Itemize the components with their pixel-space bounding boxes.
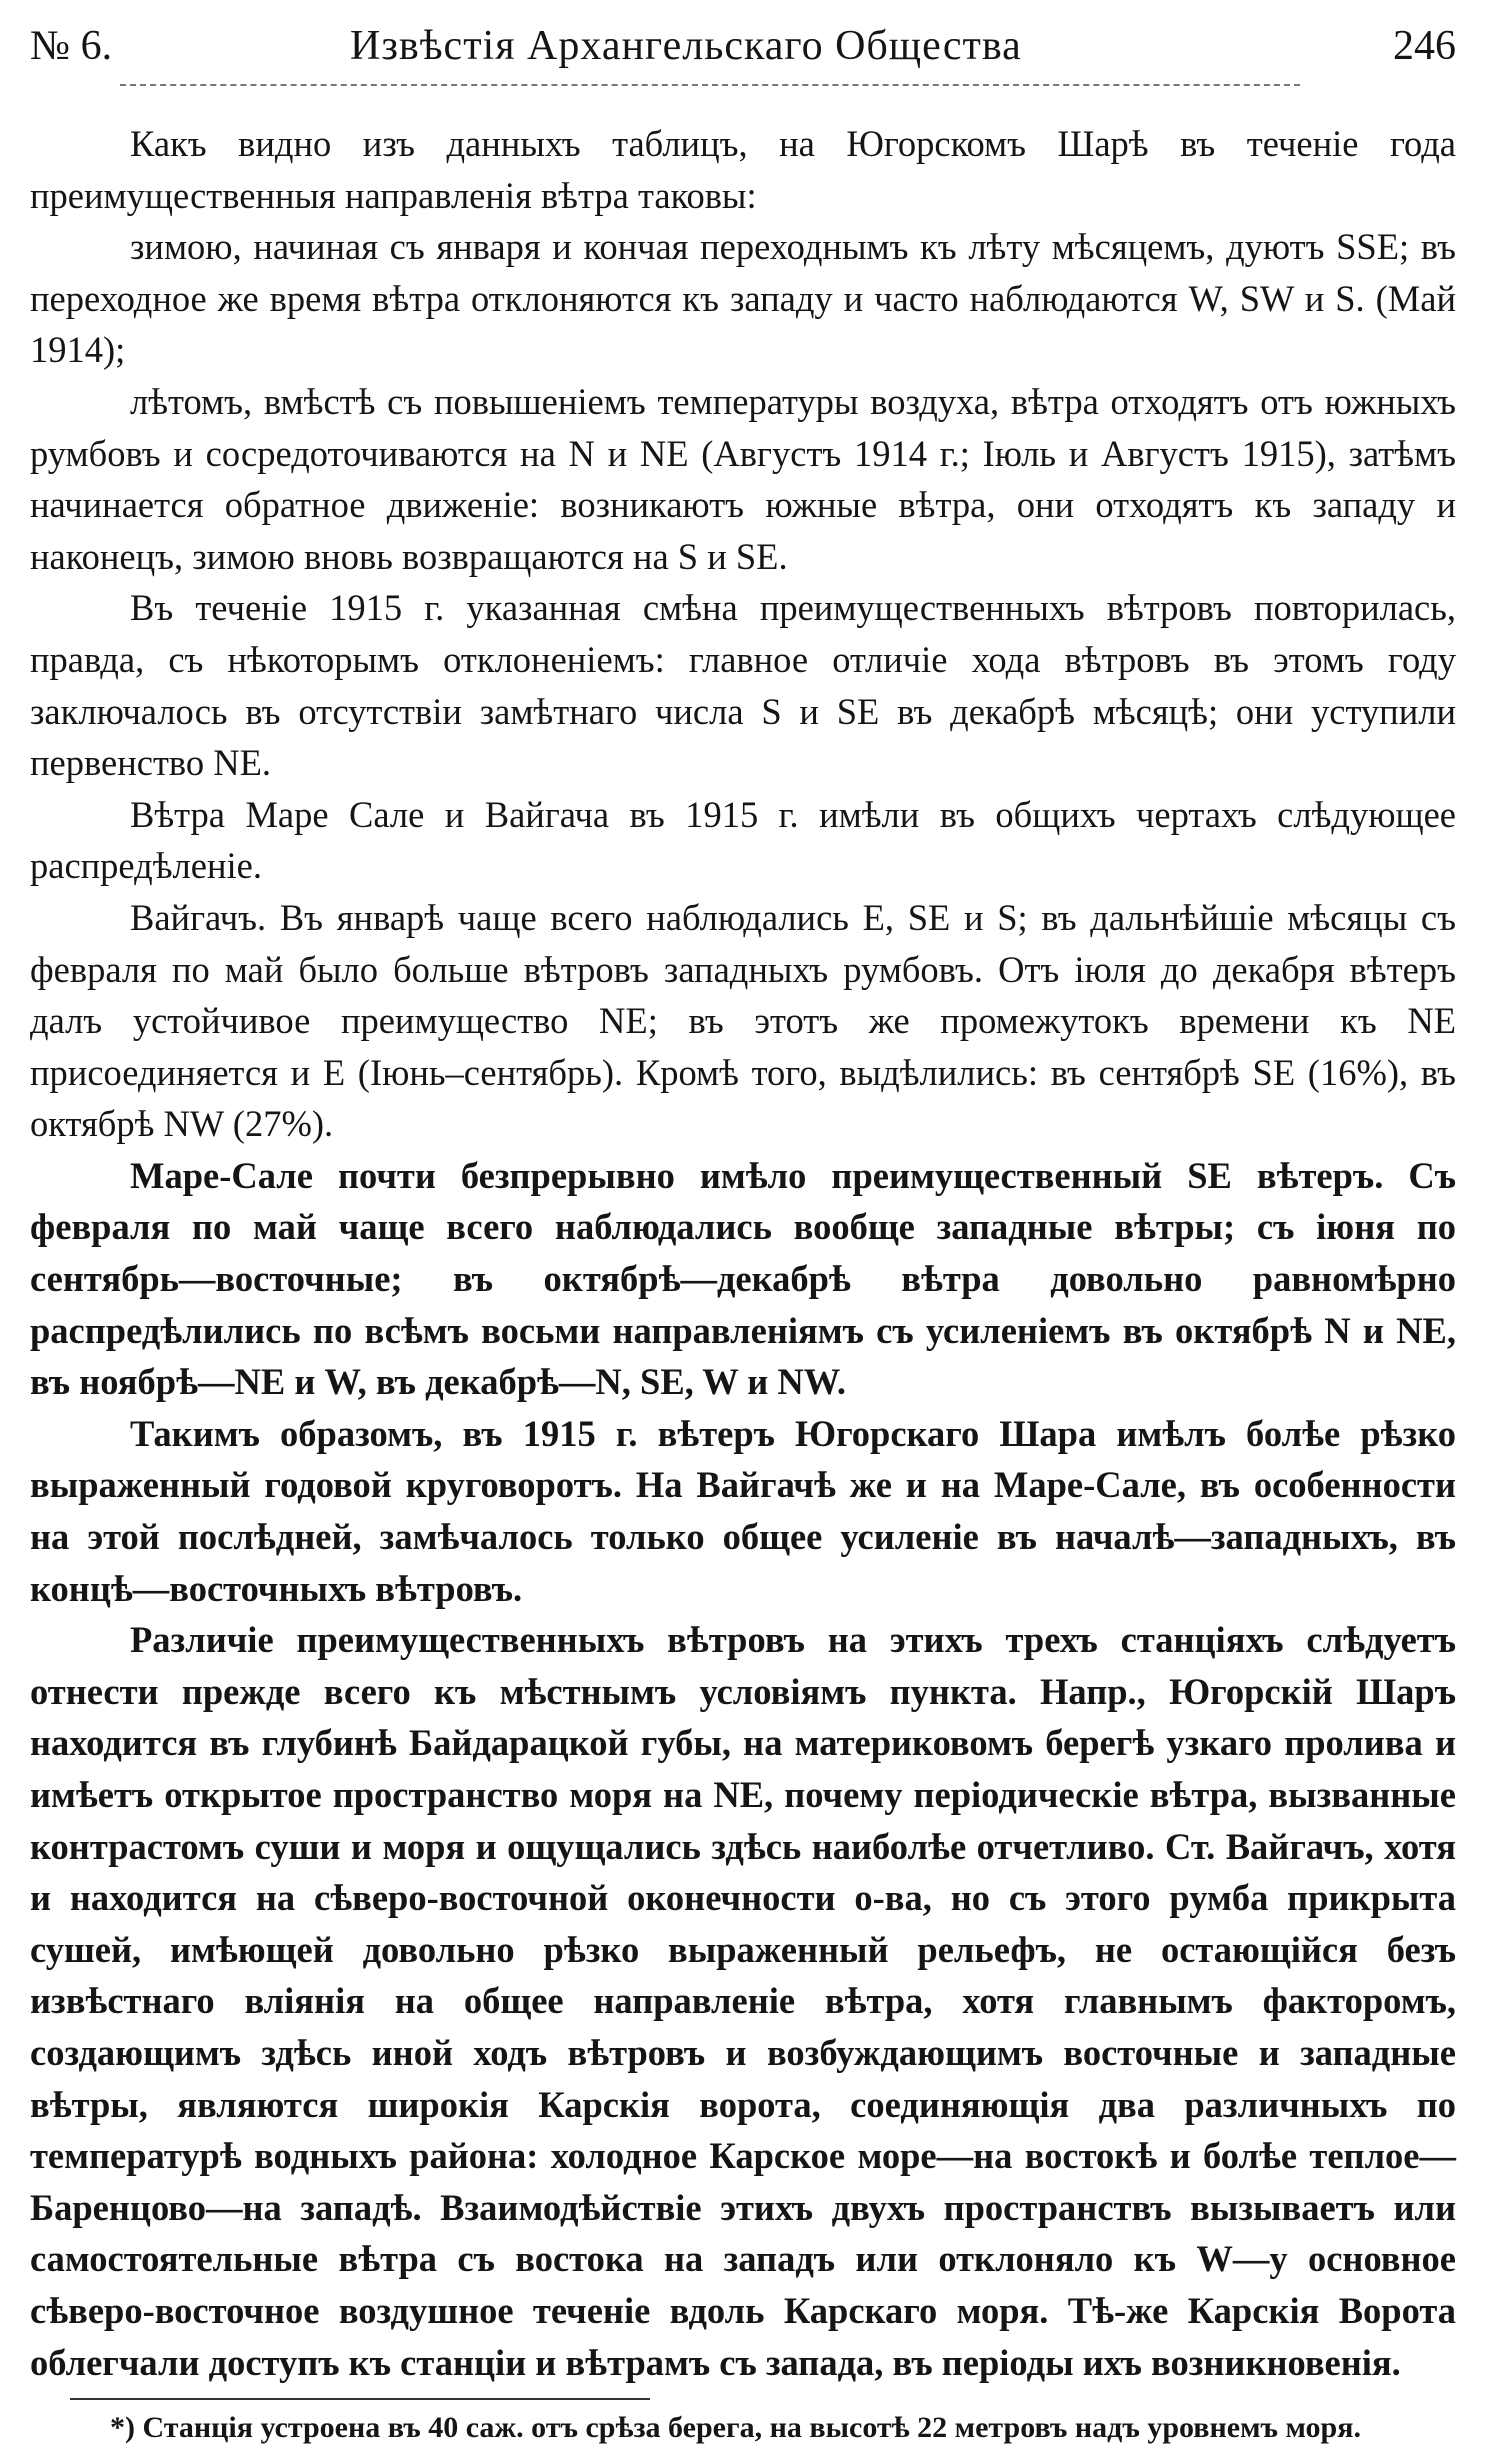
- document-page: [30, 22, 1456, 2445]
- page-header: [30, 22, 1456, 70]
- page-number: 246: [1393, 23, 1456, 69]
- paragraph-mare-sale-vaygach: Вѣтра Маре Сале и Вайгача въ 1915 г. имѣли въ общихъ чертахъ слѣдующее распредѣленіе.: [30, 793, 1456, 887]
- paragraph-1915: Въ теченіе 1915 г. указанная смѣна преимущественныхъ вѣтровъ повторилась, правда, съ нѣкоторымъ отклоненіемъ: главное отличіе хода вѣтровъ въ этомъ году заключалось въ отсутствіи замѣтнаго числа S и SE въ декабрѣ мѣсяцѣ; они уступили первенство NE.: [30, 587, 1456, 784]
- journal-title: Извѣстія Архангельскаго Общества: [350, 23, 1022, 69]
- paragraph-differences: Различіе преимущественныхъ вѣтровъ на этихъ трехъ станціяхъ слѣдуетъ отнести прежде всего къ мѣстнымъ условіямъ пункта. Напр., Югорскій Шаръ находится въ глубинѣ Байдарацкой губы, на материковомъ берегѣ узкаго пролива и имѣетъ открытое пространство моря на NE, почему періодическіе вѣтра, вызванные контрастомъ суши и моря и ощущались здѣсь наиболѣе отчетливо. Ст. Вайгачъ, хотя и находится на сѣверо-восточной оконечности о-ва, но съ этого румба прикрыта сушей, имѣющей довольно рѣзко выраженный рельефъ, не остающійся безъ извѣстнаго вліянія на общее направленіе вѣтра, хотя главнымъ факторомъ, создающимъ здѣсь иной ходъ вѣтровъ и возбуждающимъ восточные и западные вѣтры, являются широкія Карскія ворота, соединяющія два различныхъ по температурѣ водныхъ района: холодное Карское море—на востокѣ и болѣе теплое—Баренцово—на западѣ. Взаимодѣйствіе этихъ двухъ пространствъ вызываетъ или самостоятельные вѣтра съ востока на западъ или отклоняло къ W—у основное сѣверо-восточное воздушное теченіе вдоль Карскаго моря. Тѣ-же Карскія Ворота облегчали доступъ къ станціи и вѣтрамъ съ запада, въ періоды ихъ возникновенія.: [30, 1619, 1456, 2383]
- paragraph-mare-sale: Маре-Сале почти безпрерывно имѣло преимущественный SE вѣтеръ. Съ февраля по май чаще всего наблюдались вообще западные вѣтры; съ іюня по сентябрь—восточные; въ октябрѣ—декабрѣ вѣтра довольно равномѣрно распредѣлились по всѣмъ восьми направленіямъ съ усиленіемъ въ октябрѣ N и NE, въ ноябрѣ—NE и W, въ декабрѣ—N, SE, W и NW.: [30, 1154, 1456, 1403]
- paragraph-summer: лѣтомъ, вмѣстѣ съ повышеніемъ температуры воздуха, вѣтра отходятъ отъ южныхъ румбовъ и сосредоточиваются на N и NE (Августъ 1914 г.; Іюль и Августъ 1915), затѣмъ начинается обратное движеніе: возникаютъ южные вѣтра, они отходятъ къ западу и наконецъ, зимою вновь возвращаются на S и SE.: [30, 380, 1456, 577]
- paragraph-intro: Какъ видно изъ данныхъ таблицъ, на Югорскомъ Шарѣ въ теченіе года преимущественныя направленія вѣтра таковы:: [30, 123, 1456, 216]
- header-rule: [120, 84, 1300, 86]
- footnote: *) Станція устроена въ 40 саж. отъ срѣза берега, на высотѣ 22 метровъ надъ уровнемъ моря.: [110, 2411, 1361, 2445]
- issue-number: № 6.: [30, 23, 113, 69]
- paragraph-conclusion: Такимъ образомъ, въ 1915 г. вѣтеръ Югорскаго Шара имѣлъ болѣе рѣзко выраженный годовой круговоротъ. На Вайгачѣ же и на Маре-Сале, въ особенности на этой послѣдней, замѣчалось только общее усиленіе въ началѣ—западныхъ, въ концѣ—восточныхъ вѣтровъ.: [30, 1412, 1456, 1609]
- article-body: [30, 118, 1456, 2388]
- paragraph-winter: зимою, начиная съ января и кончая переходнымъ къ лѣту мѣсяцемъ, дуютъ SSE; въ переходное же время вѣтра отклоняются къ западу и часто наблюдаются W, SW и S. (Май 1914);: [30, 226, 1456, 371]
- footnote-rule: [70, 2398, 650, 2400]
- paragraph-vaygach: Вайгачъ. Въ январѣ чаще всего наблюдались E, SE и S; въ дальнѣйшіе мѣсяцы съ февраля по май было больше вѣтровъ западныхъ румбовъ. Отъ іюля до декабря вѣтеръ далъ устойчивое преимущество NE; въ этотъ же промежутокъ времени къ NE присоединяется и E (Іюнь–сентябрь). Кромѣ того, выдѣлились: въ сентябрѣ SE (16%), въ октябрѣ NW (27%).: [30, 896, 1456, 1145]
